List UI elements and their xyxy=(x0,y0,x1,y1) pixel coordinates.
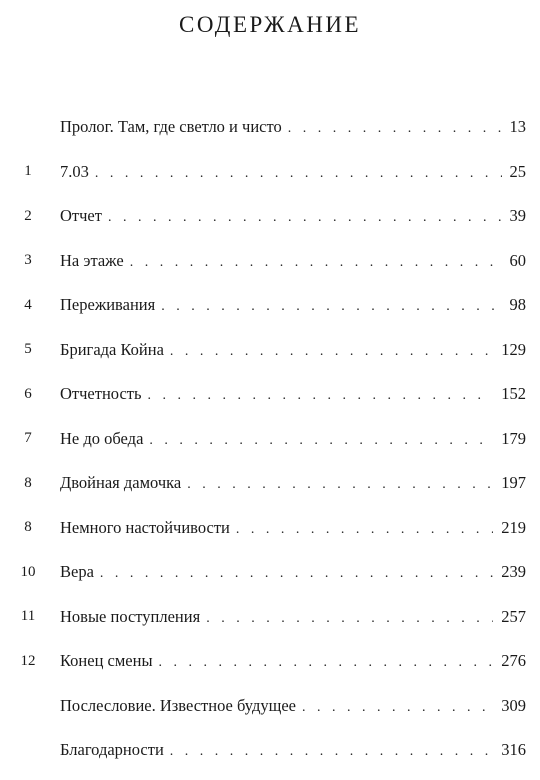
page-number: 219 xyxy=(501,517,526,537)
page-number: 13 xyxy=(509,117,526,137)
toc-entry xyxy=(60,340,526,360)
chapter-number: 11 xyxy=(20,608,36,625)
toc-entry xyxy=(60,696,526,716)
dot-leader xyxy=(148,388,494,404)
chapter-title: Двойная дамочка xyxy=(60,473,182,493)
page-number: 98 xyxy=(509,295,526,315)
page-number: 179 xyxy=(501,428,526,448)
toc-row xyxy=(0,328,540,373)
toc-entry xyxy=(60,162,526,182)
chapter-number: 7 xyxy=(24,430,32,447)
chapter-number: 5 xyxy=(24,341,32,358)
toc-entry xyxy=(60,206,526,226)
chapter-number: 2 xyxy=(24,207,32,224)
dot-leader xyxy=(95,166,502,182)
chapter-number: 6 xyxy=(24,385,32,402)
chapter-title: Вера xyxy=(60,562,94,582)
toc-row xyxy=(0,550,540,595)
dot-leader xyxy=(187,477,493,493)
toc-row xyxy=(0,150,540,195)
toc-row xyxy=(0,461,540,506)
page-number: 257 xyxy=(501,606,526,626)
chapter-title: Отчет xyxy=(60,206,102,226)
dot-leader xyxy=(100,566,493,582)
chapter-title: На этаже xyxy=(60,250,124,270)
chapter-title: Новые поступления xyxy=(60,606,201,626)
chapter-number: 1 xyxy=(24,163,32,180)
chapter-title: Послесловие. Известное будущее xyxy=(60,695,296,715)
toc-row xyxy=(0,639,540,684)
toc-entry xyxy=(60,518,526,538)
page-number: 39 xyxy=(509,206,526,226)
dot-leader xyxy=(108,210,502,226)
toc-entry xyxy=(60,251,526,271)
chapter-title: Пролог. Там, где светло и чисто xyxy=(60,117,282,137)
page-number: 129 xyxy=(501,339,526,359)
chapter-number: 3 xyxy=(24,252,32,269)
dot-leader xyxy=(149,433,493,449)
chapter-title: Не до обеда xyxy=(60,428,144,448)
chapter-title: Отчетность xyxy=(60,384,142,404)
page-number: 239 xyxy=(501,562,526,582)
page-number: 309 xyxy=(501,695,526,715)
chapter-title: Благодарности xyxy=(60,740,164,760)
dot-leader xyxy=(302,700,493,716)
toc-entry xyxy=(60,740,526,760)
toc-entry xyxy=(60,651,526,671)
toc-entry xyxy=(60,562,526,582)
toc-row xyxy=(0,684,540,729)
chapter-title: Бригада Койна xyxy=(60,339,164,359)
chapter-title: Переживания xyxy=(60,295,156,315)
chapter-title: 7.03 xyxy=(60,161,89,181)
page-title: СОДЕРЖАНИЕ xyxy=(178,12,361,37)
toc-row xyxy=(0,728,540,773)
page-number: 316 xyxy=(501,740,526,760)
toc-row xyxy=(0,372,540,417)
dot-leader xyxy=(288,121,502,137)
chapter-number: 4 xyxy=(24,296,32,313)
dot-leader xyxy=(130,255,502,271)
page-number: 152 xyxy=(501,384,526,404)
toc-entry xyxy=(60,295,526,315)
table-of-contents xyxy=(0,105,540,773)
chapter-number: 10 xyxy=(20,563,36,580)
toc-row xyxy=(0,283,540,328)
dot-leader xyxy=(206,611,493,627)
chapter-title: Немного настойчивости xyxy=(60,517,230,537)
toc-row xyxy=(0,239,540,284)
dot-leader xyxy=(170,344,493,360)
dot-leader xyxy=(236,522,493,538)
dot-leader xyxy=(161,299,501,315)
chapter-number: 12 xyxy=(20,652,36,669)
toc-entry xyxy=(60,607,526,627)
toc-row xyxy=(0,194,540,239)
page-number: 60 xyxy=(509,250,526,270)
page-number: 276 xyxy=(501,651,526,671)
toc-row xyxy=(0,506,540,551)
chapter-title: Конец смены xyxy=(60,651,153,671)
toc-row xyxy=(0,417,540,462)
chapter-number: 8 xyxy=(24,519,32,536)
toc-entry xyxy=(60,384,526,404)
page-number: 25 xyxy=(509,161,526,181)
dot-leader xyxy=(170,744,493,760)
toc-row xyxy=(0,105,540,150)
toc-entry xyxy=(60,473,526,493)
toc-entry xyxy=(60,117,526,137)
chapter-number: 8 xyxy=(24,474,32,491)
toc-row xyxy=(0,595,540,640)
page-number: 197 xyxy=(501,473,526,493)
toc-entry xyxy=(60,429,526,449)
dot-leader xyxy=(159,655,494,671)
